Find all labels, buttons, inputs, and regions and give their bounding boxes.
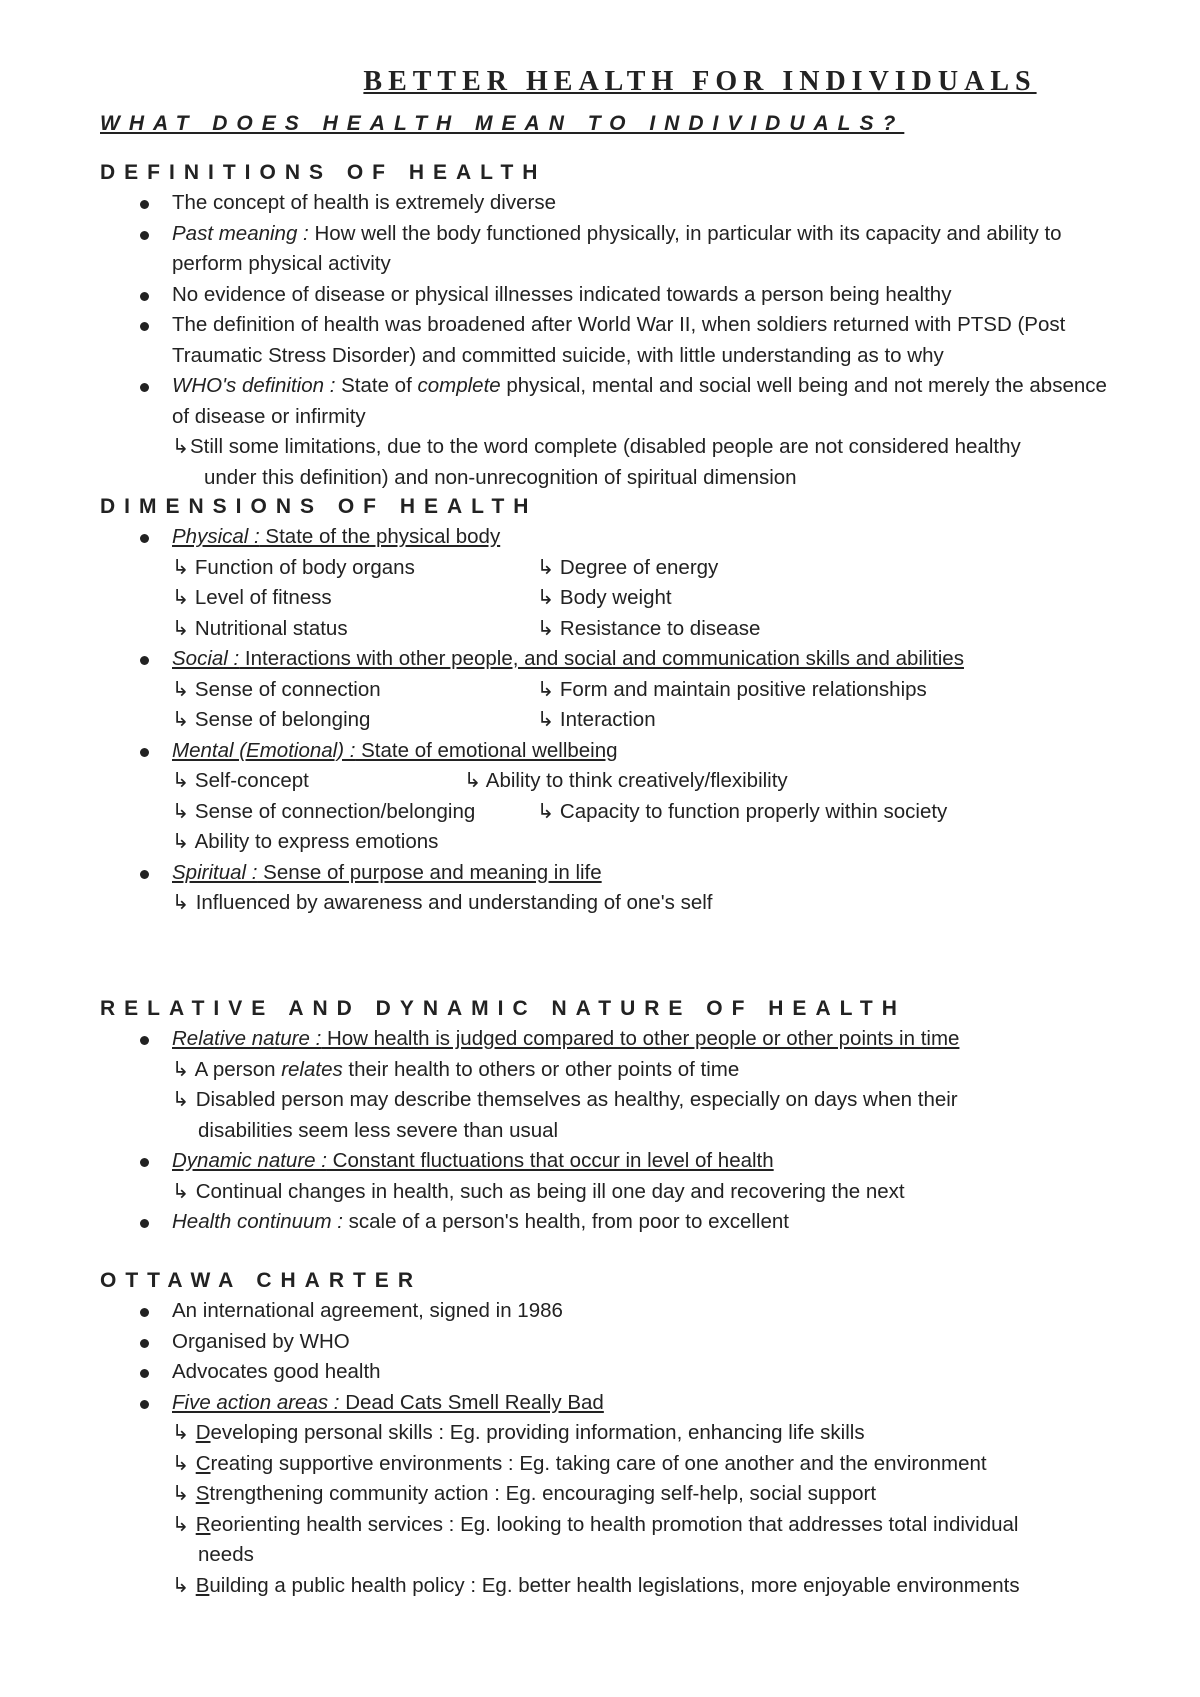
arrow-icon: ↳ bbox=[537, 616, 555, 640]
section-dimensions bbox=[100, 492, 1120, 919]
list-item-physical: Physical : State of the physical body bbox=[100, 522, 1120, 553]
sub-row: ↳ Function of body organs ↳ Degree of energy bbox=[172, 555, 719, 579]
section-heading: RELATIVE AND DYNAMIC NATURE OF HEALTH bbox=[100, 997, 906, 1020]
sub-item-continuation: disabilities seem less severe than usual bbox=[198, 1118, 559, 1142]
list-item: Past meaning : How well the body functioned physically, in particular with its capacity and ability to perform physical activity bbox=[100, 219, 1120, 280]
arrow-icon: ↳ bbox=[172, 677, 190, 701]
sub-row: ↳ Sense of belonging ↳ Interaction bbox=[172, 708, 656, 731]
arrow-icon: ↳ bbox=[172, 1482, 190, 1505]
list-item: The definition of health was broadened after World War II, when soldiers returned with PTSD (Post Traumatic Stress Disorder) and committed suicide, with little understanding as to why bbox=[100, 310, 1120, 371]
arrow-icon: ↳ bbox=[172, 1179, 190, 1203]
section-heading: OTTAWA CHARTER bbox=[100, 1269, 422, 1292]
sub-item: ↳ Reorienting health services : Eg. looking to health promotion that addresses total individual bbox=[100, 1510, 1120, 1541]
list-item-social: Social : Interactions with other people, and social and communication skills and abilities bbox=[100, 644, 1120, 675]
arrow-icon: ↳ bbox=[172, 1088, 190, 1111]
arrow-icon: ↳ bbox=[172, 1451, 190, 1475]
sub-row: ↳ Nutritional status ↳ Resistance to disease bbox=[172, 616, 761, 640]
list-item-mental: Mental (Emotional) : State of emotional wellbeing bbox=[100, 736, 1120, 767]
arrow-icon: ↳ bbox=[172, 435, 190, 458]
section-heading: DEFINITIONS OF HEALTH bbox=[100, 161, 547, 184]
sub-item-continuation: needs bbox=[198, 1543, 254, 1566]
arrow-icon: ↳ bbox=[537, 677, 555, 701]
sub-item: ↳ Creating supportive environments : Eg. taking care of one another and the environment bbox=[100, 1449, 1120, 1480]
sub-item: ↳ Strengthening community action : Eg. encouraging self-help, social support bbox=[100, 1479, 1120, 1510]
arrow-icon: ↳ bbox=[172, 1512, 190, 1536]
section-relative-dynamic bbox=[100, 994, 1120, 1238]
list-item: The concept of health is extremely diverse bbox=[100, 188, 1120, 219]
list-item-action-areas: Five action areas : Dead Cats Smell Really Bad bbox=[100, 1388, 1120, 1419]
list-item-dynamic: Dynamic nature : Constant fluctuations that occur in level of health bbox=[100, 1146, 1120, 1177]
arrow-icon: ↳ bbox=[172, 830, 190, 853]
arrow-icon: ↳ bbox=[172, 616, 190, 640]
arrow-icon: ↳ bbox=[172, 891, 190, 914]
arrow-icon: ↳ bbox=[172, 1057, 190, 1081]
arrow-icon: ↳ bbox=[464, 769, 482, 792]
arrow-icon: ↳ bbox=[172, 586, 190, 609]
sub-item: ↳ Disabled person may describe themselves as healthy, especially on days when their bbox=[100, 1085, 1120, 1116]
list-item: WHO's definition : State of complete physical, mental and social well being and not merely the absence of disease or infirmity bbox=[100, 371, 1120, 432]
list-item-continuum: Health continuum : scale of a person's health, from poor to excellent bbox=[100, 1207, 1120, 1238]
list-item: Advocates good health bbox=[100, 1357, 1120, 1388]
arrow-icon: ↳ bbox=[172, 1421, 190, 1444]
arrow-icon: ↳ bbox=[172, 799, 190, 823]
list-item: No evidence of disease or physical illnesses indicated towards a person being healthy bbox=[100, 280, 1120, 311]
sub-item: ↳ Influenced by awareness and understanding of one's self bbox=[100, 888, 1120, 919]
sub-row: ↳ Sense of connection/belonging ↳ Capacity to function properly within society bbox=[172, 799, 948, 823]
sub-item: ↳ Building a public health policy : Eg. better health legislations, more enjoyable environments bbox=[100, 1571, 1120, 1602]
sub-item: ↳ Developing personal skills : Eg. providing information, enhancing life skills bbox=[100, 1418, 1120, 1449]
list-item: Organised by WHO bbox=[100, 1327, 1120, 1358]
arrow-icon: ↳ bbox=[537, 586, 555, 609]
list-item: An international agreement, signed in 1986 bbox=[100, 1296, 1120, 1327]
arrow-icon: ↳ bbox=[537, 799, 555, 823]
arrow-icon: ↳ bbox=[537, 555, 555, 579]
arrow-icon: ↳ bbox=[172, 1573, 190, 1597]
sub-row: ↳ Sense of connection ↳ Form and maintain positive relationships bbox=[172, 677, 927, 701]
section-definitions bbox=[100, 158, 1120, 493]
section-heading: DIMENSIONS OF HEALTH bbox=[100, 495, 538, 518]
arrow-icon: ↳ bbox=[172, 555, 190, 579]
sub-row: ↳ Level of fitness ↳ Body weight bbox=[172, 586, 672, 609]
sub-row: ↳ Self-concept ↳ Ability to think creatively/flexibility bbox=[172, 769, 788, 792]
arrow-icon: ↳ bbox=[537, 708, 555, 731]
section-ottawa-charter bbox=[100, 1266, 1120, 1601]
sub-item: ↳ Continual changes in health, such as being ill one day and recovering the next bbox=[100, 1177, 1120, 1208]
list-item-relative: Relative nature : How health is judged compared to other people or other points in time bbox=[100, 1024, 1120, 1055]
list-item-spiritual: Spiritual : Sense of purpose and meaning in life bbox=[100, 858, 1120, 889]
document-subtitle: WHAT DOES HEALTH MEAN TO INDIVIDUALS? bbox=[100, 112, 905, 135]
sub-item: ↳Still some limitations, due to the word complete (disabled people are not considered healthy bbox=[100, 432, 1120, 463]
document-title: BETTER HEALTH FOR INDIVIDUALS bbox=[363, 66, 1037, 97]
sub-item: ↳ Ability to express emotions bbox=[100, 827, 1120, 858]
sub-item-continuation: under this definition) and non-unrecognition of spiritual dimension bbox=[204, 465, 797, 489]
sub-item: ↳ A person relates their health to others or other points of time bbox=[100, 1055, 1120, 1086]
arrow-icon: ↳ bbox=[172, 708, 190, 731]
arrow-icon: ↳ bbox=[172, 769, 190, 792]
